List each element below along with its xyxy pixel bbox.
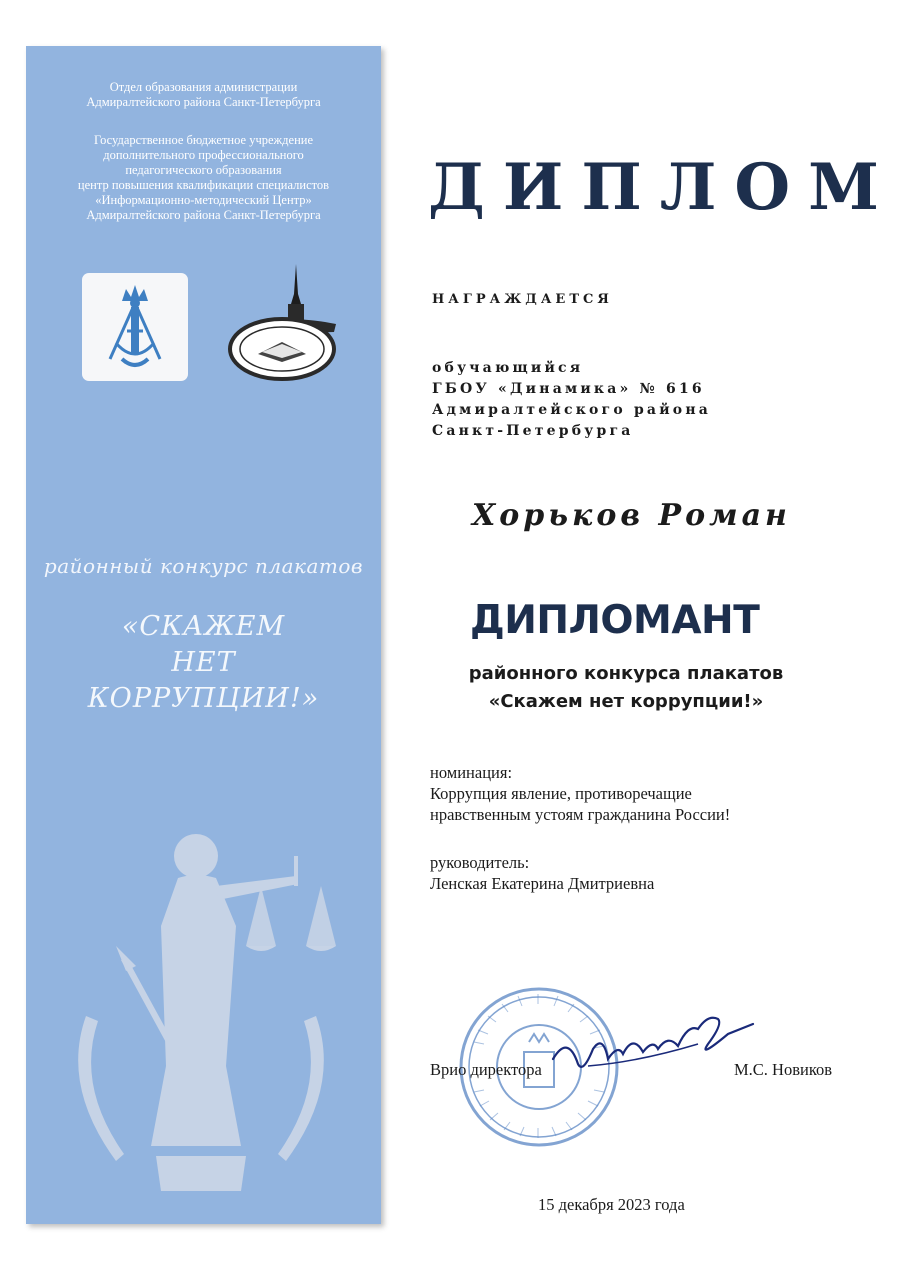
org-line: педагогического образования: [125, 163, 282, 177]
leader-line: Ленская Екатерина Дмитриевна: [430, 874, 655, 893]
nomination-line: Коррупция явление, противоречащие: [430, 784, 692, 803]
director-signature-icon: [548, 1004, 758, 1084]
student-line: ГБОУ «Динамика» № 616: [432, 381, 705, 397]
contest-title-line: НЕТ: [171, 647, 236, 678]
nomination-block: [430, 762, 730, 825]
student-info: [432, 358, 711, 442]
org-line: Государственное бюджетное учреждение: [93, 133, 313, 147]
org-line: центр повышения квалификации специалистов: [77, 178, 330, 192]
leader-block: [430, 852, 654, 894]
org-line: дополнительного профессионального: [103, 148, 304, 162]
anchor-crown-emblem-icon: [82, 273, 188, 381]
director-title: Врио директора: [430, 1060, 542, 1079]
themis-justice-figure-icon: [66, 816, 336, 1206]
contest-label: районный конкурс плакатов: [43, 554, 364, 578]
issue-date: 15 декабря 2023 года: [538, 1195, 685, 1214]
leader-line: руководитель:: [430, 853, 530, 872]
contest-description: [436, 660, 816, 716]
org-line: Отдел образования администрации: [109, 80, 298, 94]
awarded-heading: НАГРАЖДАЕТСЯ: [432, 292, 613, 307]
contest-line: «Скажем нет коррупции!»: [488, 691, 764, 712]
student-line: Санкт-Петербурга: [432, 423, 634, 439]
nomination-line: нравственным устоям гражданина России!: [430, 805, 731, 824]
contest-title-line: КОРРУПЦИИ!»: [87, 683, 320, 714]
award-title: ДИПЛОМАНТ: [470, 598, 760, 643]
imc-spire-book-logo-icon: [226, 264, 344, 384]
institution-block: [26, 133, 381, 223]
contest-title-decorative: [26, 609, 381, 717]
director-name: М.С. Новиков: [734, 1060, 833, 1079]
student-line: обучающийся: [432, 360, 584, 376]
nomination-line: номинация:: [430, 763, 513, 782]
org-line: Адмиралтейского района Санкт-Петербурга: [86, 95, 321, 109]
org-line: Адмиралтейского района Санкт-Петербурга: [86, 208, 321, 222]
recipient-name: Хорьков Роман: [472, 498, 791, 533]
contest-title-line: «СКАЖЕМ: [121, 611, 286, 642]
org-line: «Информационно-методический Центр»: [95, 193, 312, 207]
education-department-block: [26, 80, 381, 110]
student-line: Адмиралтейского района: [432, 402, 712, 418]
left-decorative-panel: [26, 46, 381, 1224]
diploma-title: ДИПЛОМ: [428, 150, 897, 225]
contest-line: районного конкурса плакатов: [468, 663, 784, 684]
